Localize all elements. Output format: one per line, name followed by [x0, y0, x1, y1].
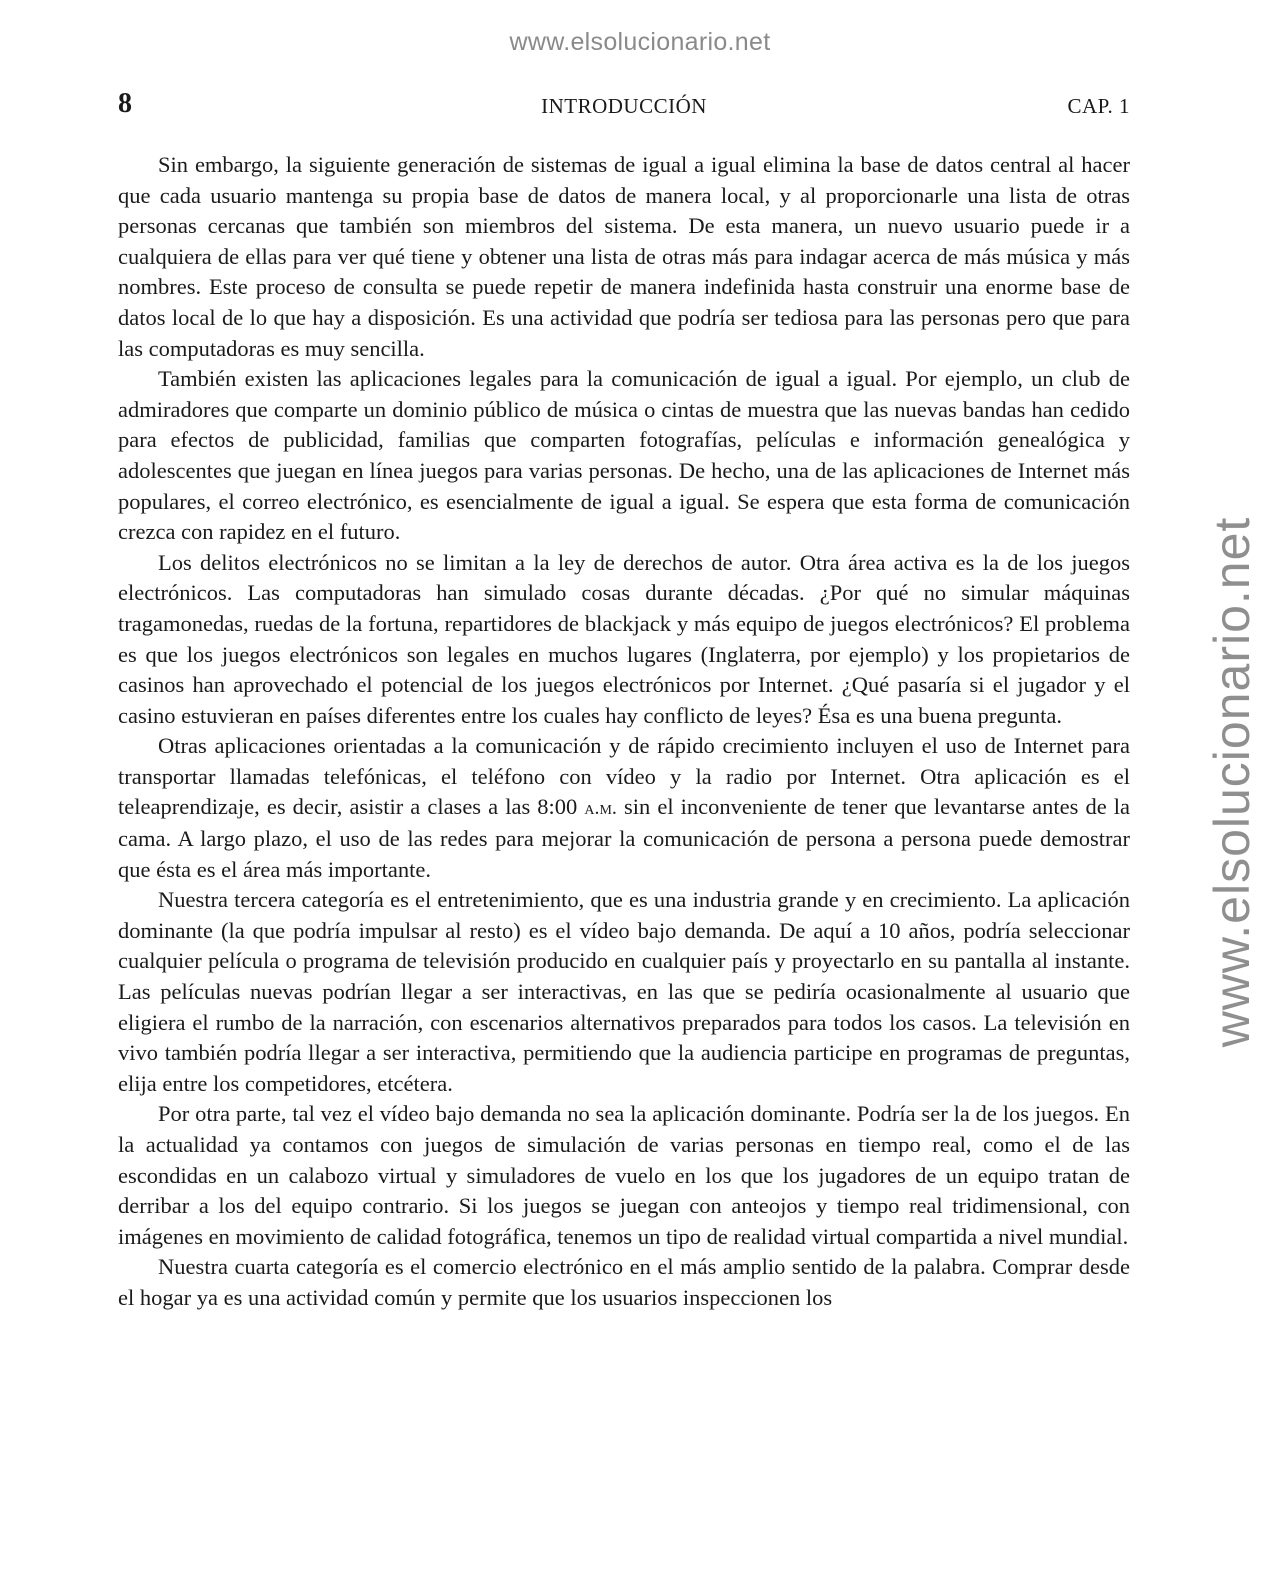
body-text: [118, 150, 1130, 1314]
paragraph-6: Por otra parte, tal vez el vídeo bajo demanda no sea la aplicación dominante. Podría ser la de los juegos. En la actualidad ya contamos con juegos de simulación de varias personas en tiempo real, como el de las escondidas en un calabozo virtual y simuladores de vuelo en los que los jugadores de un equipo tratan de derribar a los del equipo contrario. Si los juegos se juegan con anteojos y tiempo real tridimensional, con imágenes en movimiento de calidad fotográfica, tenemos un tipo de realidad virtual compartida a nivel mundial.: [118, 1101, 1130, 1249]
paragraph-1: Sin embargo, la siguiente generación de sistemas de igual a igual elimina la base de datos central al hacer que cada usuario mantenga su propia base de datos de manera local, y al proporcionarle una lista de otras personas cercanas que también son miembros del sistema. De esta manera, un nuevo usuario puede ir a cualquiera de ellas para ver qué tiene y obtener una lista de otras más para indagar acerca de más música y más nombres. Este proceso de consulta se puede repetir de manera indefinida hasta construir una enorme base de datos local de lo que hay a disposición. Es una actividad que podría ser tediosa para las personas pero que para las computadoras es muy sencilla.: [118, 152, 1130, 361]
page-number: 8: [118, 88, 132, 119]
paragraph-3: Los delitos electrónicos no se limitan a la ley de derechos de autor. Otra área activa es la de los juegos electrónicos. Las computadoras han simulado cosas durante décadas. ¿Por qué no simular máquinas tragamonedas, ruedas de la fortuna, repartidores de blackjack y más equipo de juegos electrónicos? El problema es que los juegos electrónicos son legales en muchos lugares (Inglaterra, por ejemplo) y los propietarios de casinos han aprovechado el potencial de los juegos electrónicos por Internet. ¿Qué pasaría si el jugador y el casino estuvieran en países diferentes entre los cuales hay conflicto de leyes? Ésa es una buena pregunta.: [118, 549, 1130, 728]
paragraph-7: Nuestra cuarta categoría es el comercio electrónico en el más amplio sentido de la palabra. Comprar desde el hogar ya es una actividad común y permite que los usuarios inspeccionen los: [118, 1254, 1130, 1310]
paragraph-4: [118, 731, 1130, 885]
paragraph-4-text-before: Otras aplicaciones orientadas a la comunicación y de rápido crecimiento incluyen el uso de Internet para transportar llamadas telefónicas, el teléfono con vídeo y la radio por Internet. Otra aplicación es el teleaprendizaje, es decir, asistir a clases a las 8:00: [118, 733, 1130, 820]
paragraph-2: También existen las aplicaciones legales para la comunicación de igual a igual. Por ejemplo, un club de admiradores que comparte un dominio público de música o cintas de muestra que las nuevas bandas han cedido para efectos de publicidad, familias que comparten fotografías, películas e información genealógica y adolescentes que juegan en línea juegos para varias personas. De hecho, una de las aplicaciones de Internet más populares, el correo electrónico, es esencialmente de igual a igual. Se espera que esta forma de comunicación crezca con rapidez en el futuro.: [118, 366, 1130, 545]
paragraph-5: Nuestra tercera categoría es el entretenimiento, que es una industria grande y en crecimiento. La aplicación dominante (la que podría impulsar al resto) es el vídeo bajo demanda. De aquí a 10 años, podría seleccionar cualquier película o programa de televisión producido en cualquier país y proyectarlo en su pantalla al instante. Las películas nuevas podrían llegar a ser interactivas, en las que se pediría ocasionalmente al usuario que eligiera el rumbo de la narración, con escenarios alternativos preparados para todos los casos. La televisión en vivo también podría llegar a ser interactiva, permitiendo que la audiencia participe en programas de preguntas, elija entre los competidores, etcétera.: [118, 887, 1130, 1096]
watermark-top: www.elsolucionario.net: [509, 28, 771, 56]
running-head: [118, 88, 1130, 124]
paragraph-4-text-after: sin el inconveniente de tener que levantarse antes de la cama. A largo plazo, el uso de las redes para mejorar la comunicación de persona a persona puede demostrar que ésta es el área más importante.: [118, 794, 1130, 882]
chapter-title: INTRODUCCIÓN: [541, 94, 707, 118]
chapter-ref: CAP. 1: [1067, 94, 1130, 118]
watermark-side: www.elsolucionario.net: [1204, 516, 1260, 1048]
time-suffix-am: a.m.: [584, 797, 617, 820]
